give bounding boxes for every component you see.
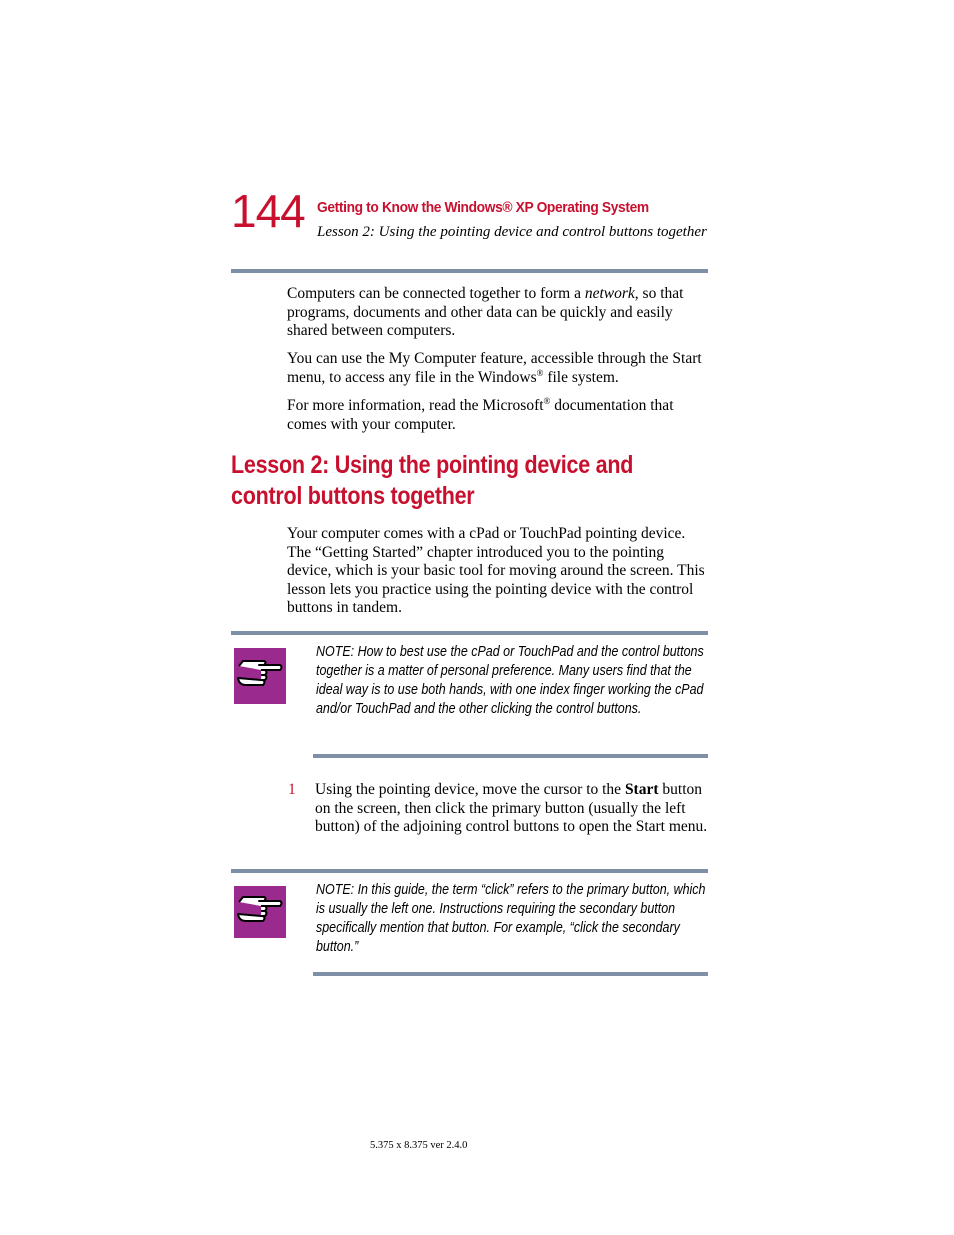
paragraph-network: Computers can be connected together to form a network, so that programs, documents and other data can be quickly and easily shared between computers. [287,285,684,339]
footer-version: 5.375 x 8.375 ver 2.4.0 [370,1140,468,1151]
note-bottom-divider [313,754,708,758]
note-text: NOTE: How to best use the cPad or TouchPad and the control buttons together is a matter of personal preference. Many users find that the ideal way is to use both hands, with one index finger working the cPad and/or TouchPad and the other clicking the control buttons. [316,644,704,717]
lesson-subtitle: Lesson 2: Using the pointing device and control buttons together [317,224,707,240]
pointing-hand-icon [234,886,284,940]
header-divider [231,269,708,273]
step-text: Using the pointing device, move the cursor to the Start button on the screen, then click the primary button (usually the left button) of the adjoining control buttons to open the Start menu. [315,781,708,835]
chapter-title: Getting to Know the Windows® XP Operating System [317,199,649,216]
note-text: NOTE: In this guide, the term “click” refers to the primary button, which is usually the left one. Instructions requiring the secondary button specifically mention that button. For example, “click the secondary button.” [316,882,706,955]
paragraph-my-computer: You can use the My Computer feature, accessible through the Start menu, to access any file in the Windows® file system. [287,350,702,386]
page-number: 144 [231,185,305,237]
section-paragraph: Your computer comes with a cPad or TouchPad pointing device. The “Getting Started” chapter introduced you to the pointing device, which is your basic tool for moving around the screen. This lesson lets you practice using the pointing device with the control buttons in tandem. [287,525,705,616]
pointing-hand-icon [234,648,284,702]
paragraph-more-info: For more information, read the Microsoft® documentation that comes with your computer. [287,395,674,433]
step-number: 1 [288,781,296,798]
note-bottom-divider [313,972,708,976]
section-heading: Lesson 2: Using the pointing device and control buttons together [231,451,634,510]
note-top-divider [231,631,708,635]
note-top-divider [231,869,708,873]
